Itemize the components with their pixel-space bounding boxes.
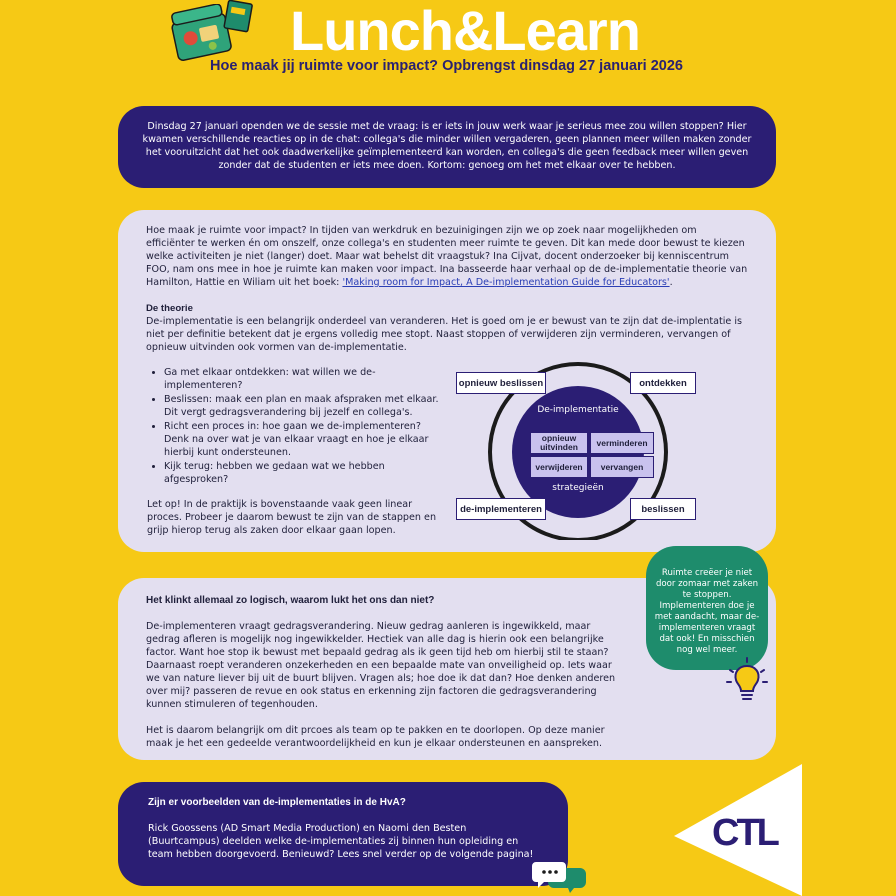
theory-text: De-implementatie is een belangrijk onderdeel van veranderen. Het is goed om je er bewust van te zijn dat de-implentatie is niet per definitie betekent dat je ergens volledig mee stopt. Naast stoppen of verwijderen zijn verminderen, vervangen of opnieuw uitvinden ook vormen van de-implementatie. (146, 316, 743, 353)
list-item: • Beslissen: maak een plan en maak afspraken met elkaar. Dit vergt gedragsverandering bij jezelf en collega's. (164, 393, 444, 419)
lightbulb-icon (724, 656, 770, 704)
phase-opnieuw-beslissen: opnieuw beslissen (456, 372, 546, 394)
examples-card (118, 782, 568, 886)
ctl-logo: CTL (712, 812, 777, 854)
strategy-reinvent: opnieuw uitvinden (530, 432, 588, 454)
page-subtitle: Hoe maak jij ruimte voor impact? Opbrengst dinsdag 27 januari 2026 (210, 58, 683, 74)
phase-de-implementeren: de-implementeren (456, 498, 546, 520)
quote-bubble (646, 546, 768, 670)
main-card (118, 210, 776, 552)
phase-beslissen: beslissen (630, 498, 696, 520)
examples-text: Rick Goossens (AD Smart Media Production) en Naomi den Besten (Buurtcampus) deelden welke de-implementaties zij binnen hun opleiding en team hebben doorgevoerd. Benieuwd? Lees snel verder op de volgende pagina! (148, 823, 534, 860)
why-heading: Het klinkt allemaal zo logisch, waarom lukt het ons dan niet? (146, 595, 435, 606)
page-title: Lunch&Learn (290, 0, 640, 62)
intro-text: Dinsdag 27 januari openden we de sessie met de vraag: is er iets in jouw werk waar je serieus mee zou willen stoppen? Hier kwamen verschillende reacties op in de chat: collega's die minder willen vergaderen, geen plannen meer willen maken zonder het vooruitzicht dat het ook daadwerkelijke geïmplementeerd kan worden, en collega's die geen feedback meer willen geven zonder dat de studenten er iets mee doen. Kortom: genoeg om het met elkaar over te hebben. (142, 121, 752, 171)
phase-ontdekken: ontdekken (630, 372, 696, 394)
main-paragraph: Hoe maak je ruimte voor impact? In tijden van werkdruk en bezuinigingen zijn we op zoek naar mogelijkheden om efficiënter te werken én om onszelf, onze collega's en studenten meer ruimte te geven. Dit kan mede door bewust te kiezen welke activiteiten je niet (langer) doet. Maar wat behelst dit vraagstuk? Ina Cijvat, docent onderzoeker bij kenniscentrum FOO, nam ons mee in hoe je ruimte kan maken voor impact. Ina basseerde haar verhaal op de de-implementatie theorie van Hamilton, Hattie en Wiliam uit het boek: 'Making room for Impact, A De-implementation Guide for Educators'. (146, 225, 748, 288)
theory-heading: De theorie (146, 303, 193, 314)
list-item: • Richt een proces in: hoe gaan we de-implementeren? Denk na over wat je van elkaar vraagt en hoe je elkaar hierbij kunt ondersteunen. (164, 420, 444, 459)
examples-heading: Zijn er voorbeelden van de-implementaties in de HvA? (148, 797, 406, 808)
diagram-center-bottom: strategieën (552, 483, 604, 493)
diagram-center-top: De-implementatie (537, 405, 619, 415)
list-item: • Kijk terug: hebben we gedaan wat we hebben afgesproken? (164, 460, 444, 486)
why-paragraph-2: Het is daarom belangrijk om dit prcoes als team op te pakken en te doorlopen. Op deze manier maak je het een gedeelde verantwoordelijkheid en kun je elkaar ondersteunen en aanspreken. (146, 725, 605, 749)
why-paragraph-1: De-implementeren vraagt gedragsverandering. Nieuw gedrag aanleren is ingewikkeld, maar gedrag afleren is mogelijk nog ingewikkelder. Hectiek van alle dag is hierin ook een belangrijke factor. Want hoe stop ik bewust met bepaald gedrag als ik geen tijd heb om hierbij stil te staan? Daarnaast roept veranderen onzekerheden en een bepaalde mate van onveiligheid op. Iets waar we van nature liever bij uit de buurt blijven. Vragen als; hoe doe ik dat dan? Hoe denken anderen over mij? passeren de revue en ook status en erkenning zijn factoren die gedragsverandering kunnen stimuleren of tegenhouden. (146, 621, 616, 710)
quote-text: Ruimte creëer je niet door zomaar met zaken te stoppen. Implementeren doe je met aandacht, maar de-implementeren vraagt dat ook! En misschien nog wel meer. (654, 568, 760, 655)
note-text: Let op! In de praktijk is bovenstaande vaak geen linear proces. Probeer je daarom bewust te zijn van de stappen en grijp hierop terug als zaken door elkaar gaan lopen. (147, 499, 437, 536)
chat-bubbles-icon (532, 860, 586, 894)
strategy-remove: verwijderen (530, 456, 588, 478)
list-item: • Ga met elkaar ontdekken: wat willen we de-implementeren? (164, 366, 444, 392)
strategy-reduce: verminderen (590, 432, 654, 454)
book-link[interactable]: 'Making room for Impact, A De-implementation Guide for Educators' (342, 277, 670, 288)
intro-card (118, 106, 776, 188)
steps-list (148, 366, 444, 487)
strategy-replace: vervangen (590, 456, 654, 478)
book-icon (220, 0, 256, 34)
